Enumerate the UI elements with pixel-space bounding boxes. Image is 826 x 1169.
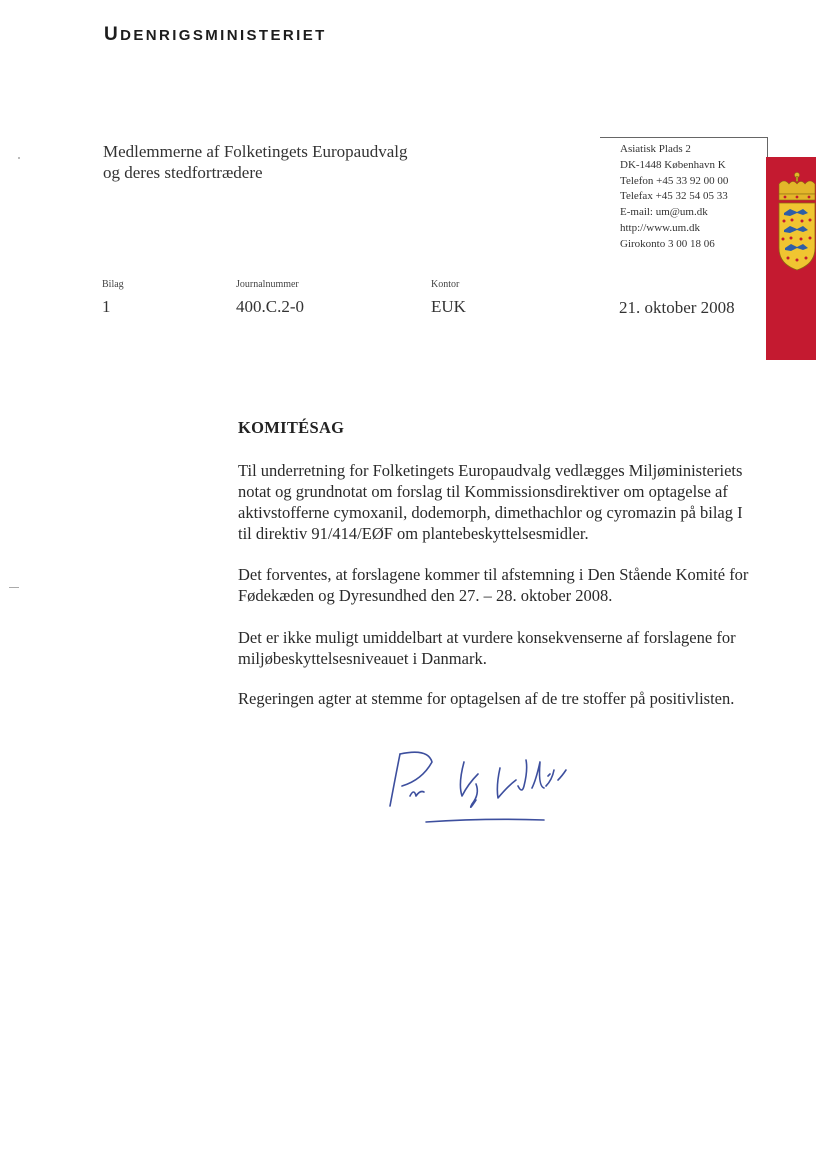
- scan-speck: [18, 157, 20, 159]
- address-city: DK-1448 København K: [620, 158, 726, 171]
- body-paragraph-4: Regeringen agter at stemme for optagelsen af de tre stoffer på positivlisten.: [238, 689, 735, 708]
- recipient-block: [103, 141, 408, 183]
- address-block: [620, 142, 728, 253]
- journal-label: Journalnummer: [236, 279, 299, 290]
- journal-value: 400.C.2-0: [236, 297, 304, 316]
- address-email: E-mail: um@um.dk: [620, 206, 708, 219]
- bilag-value: 1: [102, 297, 111, 316]
- kontor-label: Kontor: [431, 279, 460, 290]
- address-website: http://www.um.dk: [620, 221, 700, 234]
- bilag-label: Bilag: [102, 279, 124, 290]
- coat-of-arms-icon: [770, 170, 816, 274]
- body-paragraph-3: Det er ikke muligt umiddelbart at vurdere konsekvenserne af forslagene for miljøbeskyttelsesniveauet i Danmark.: [238, 628, 736, 668]
- subject-heading: KOMITÉSAG: [238, 418, 345, 437]
- recipient-line-2: og deres stedfortrædere: [103, 163, 263, 182]
- address-fax: Telefax +45 32 54 05 33: [620, 190, 728, 203]
- recipient-line-1: Medlemmerne af Folketingets Europaudvalg: [103, 142, 408, 161]
- margin-mark: [9, 587, 19, 588]
- kontor-value: EUK: [431, 297, 466, 316]
- address-street: Asiatisk Plads 2: [620, 143, 691, 155]
- body-paragraph-2: Det forventes, at forslagene kommer til afstemning i Den Stående Komité for Fødekæden og Dyresundhed den 27. – 28. oktober 2008.: [238, 565, 749, 605]
- letter-date: 21. oktober 2008: [619, 298, 735, 317]
- address-phone: Telefon +45 33 92 00 00: [620, 174, 729, 187]
- ministry-name: UDENRIGSMINISTERIET: [104, 24, 327, 45]
- signature: [376, 740, 586, 830]
- body-paragraph-1: Til underretning for Folketingets Europaudvalg vedlægges Miljøministeriets notat og grundnotat om forslag til Kommissionsdirektiver om optagelse af aktivstofferne cymoxanil, dodemorph, dimethachlor og cyromazin på bilag I til direktiv 91/414/EØF om plantebeskyttelsesmidler.: [238, 461, 743, 543]
- address-giro: Girokonto 3 00 18 06: [620, 237, 715, 250]
